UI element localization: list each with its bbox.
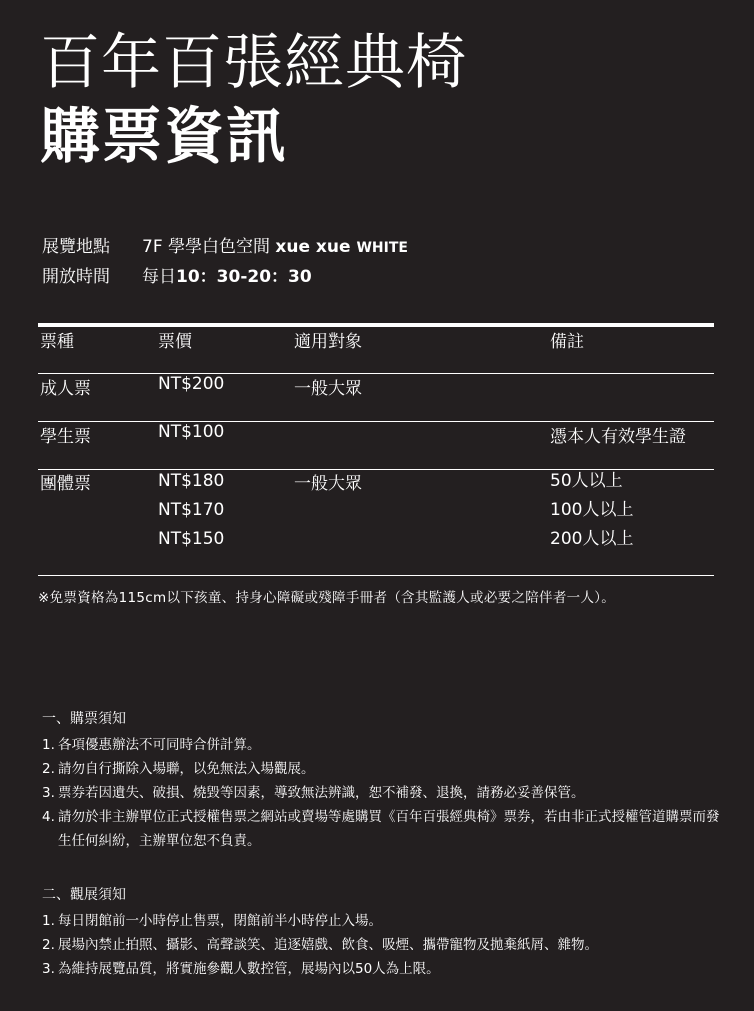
purchase-rules-title: 一、購票須知	[42, 711, 126, 727]
page-subtitle: 購票資訊	[40, 102, 288, 172]
ticket-price: NT$100	[158, 421, 225, 442]
hours-label: 開放時間	[42, 267, 110, 287]
hours-row	[42, 266, 312, 288]
ticket-note: 憑本人有效學生證	[550, 426, 686, 447]
header-price: 票價	[158, 332, 192, 352]
ticket-audience: 一般大眾	[294, 473, 362, 494]
ticket-audience: 一般大眾	[294, 378, 362, 399]
ticket-price: NT$200	[158, 373, 225, 394]
ticket-type: 團體票	[40, 473, 91, 494]
list-item: 3. 為維持展覽品質，將實施參觀人數控管，展場內以50人為上限。	[42, 961, 440, 977]
hours-value: 10：30-20：30	[176, 267, 312, 287]
ticket-type: 學生票	[40, 426, 91, 447]
ticket-prices	[158, 469, 294, 575]
hours-prefix: 每日	[142, 267, 176, 287]
ticket-table	[38, 327, 714, 576]
ticket-audience	[294, 421, 550, 469]
venue-row	[42, 236, 408, 259]
venue-value: 7F 學學白色空間 xue xue WHITE	[142, 237, 408, 257]
header-notes: 備註	[550, 332, 584, 352]
ticket-type: 成人票	[40, 378, 91, 399]
header-ticket-type: 票種	[40, 332, 74, 352]
visit-rules-title: 二、觀展須知	[42, 887, 126, 903]
visit-rules-list	[42, 909, 732, 981]
ticket-price: NT$170	[158, 499, 225, 520]
ticket-note: 50人以上	[550, 470, 623, 491]
table-row	[38, 421, 714, 469]
ticket-note: 100人以上	[550, 499, 634, 520]
page-title: 百年百張經典椅	[40, 28, 467, 98]
venue-label: 展覽地點	[42, 237, 110, 257]
table-header-row	[38, 327, 714, 373]
list-item: 3. 票券若因遺失、破損、燒毀等因素，導致無法辨識，恕不補發、退換，請務必妥善保管。	[42, 785, 585, 801]
venue-brand-white: WHITE	[356, 240, 408, 256]
ticket-note: 200人以上	[550, 528, 634, 549]
list-item: 1. 各項優惠辦法不可同時合併計算。	[42, 737, 261, 753]
purchase-rules-list	[42, 733, 732, 853]
table-row	[38, 373, 714, 421]
header-audience: 適用對象	[294, 332, 362, 352]
list-item: 2. 請勿自行撕除入場聯，以免無法入場觀展。	[42, 761, 315, 777]
ticket-note	[550, 373, 714, 421]
list-item: 4. 請勿於非主辦單位正式授權售票之網站或賣場等處購買《百年百張經典椅》票券，若由非正式授權管道購票而發生任何糾紛，主辦單位恕不負責。	[42, 809, 720, 849]
table-row	[38, 469, 714, 575]
list-item: 2. 展場內禁止拍照、攝影、高聲談笑、追逐嬉戲、飲食、吸煙、攜帶寵物及拋棄紙屑、雜物。	[42, 937, 598, 953]
ticket-price: NT$180	[158, 470, 225, 491]
venue-brand: xue xue	[275, 237, 357, 257]
ticket-notes	[550, 469, 714, 575]
list-item: 1. 每日閉館前一小時停止售票，閉館前半小時停止入場。	[42, 913, 382, 929]
free-admission-note: ※免票資格為115cm以下孩童、持身心障礙或殘障手冊者（含其監護人或必要之陪伴者一人）。	[38, 590, 616, 606]
ticket-price: NT$150	[158, 528, 225, 549]
